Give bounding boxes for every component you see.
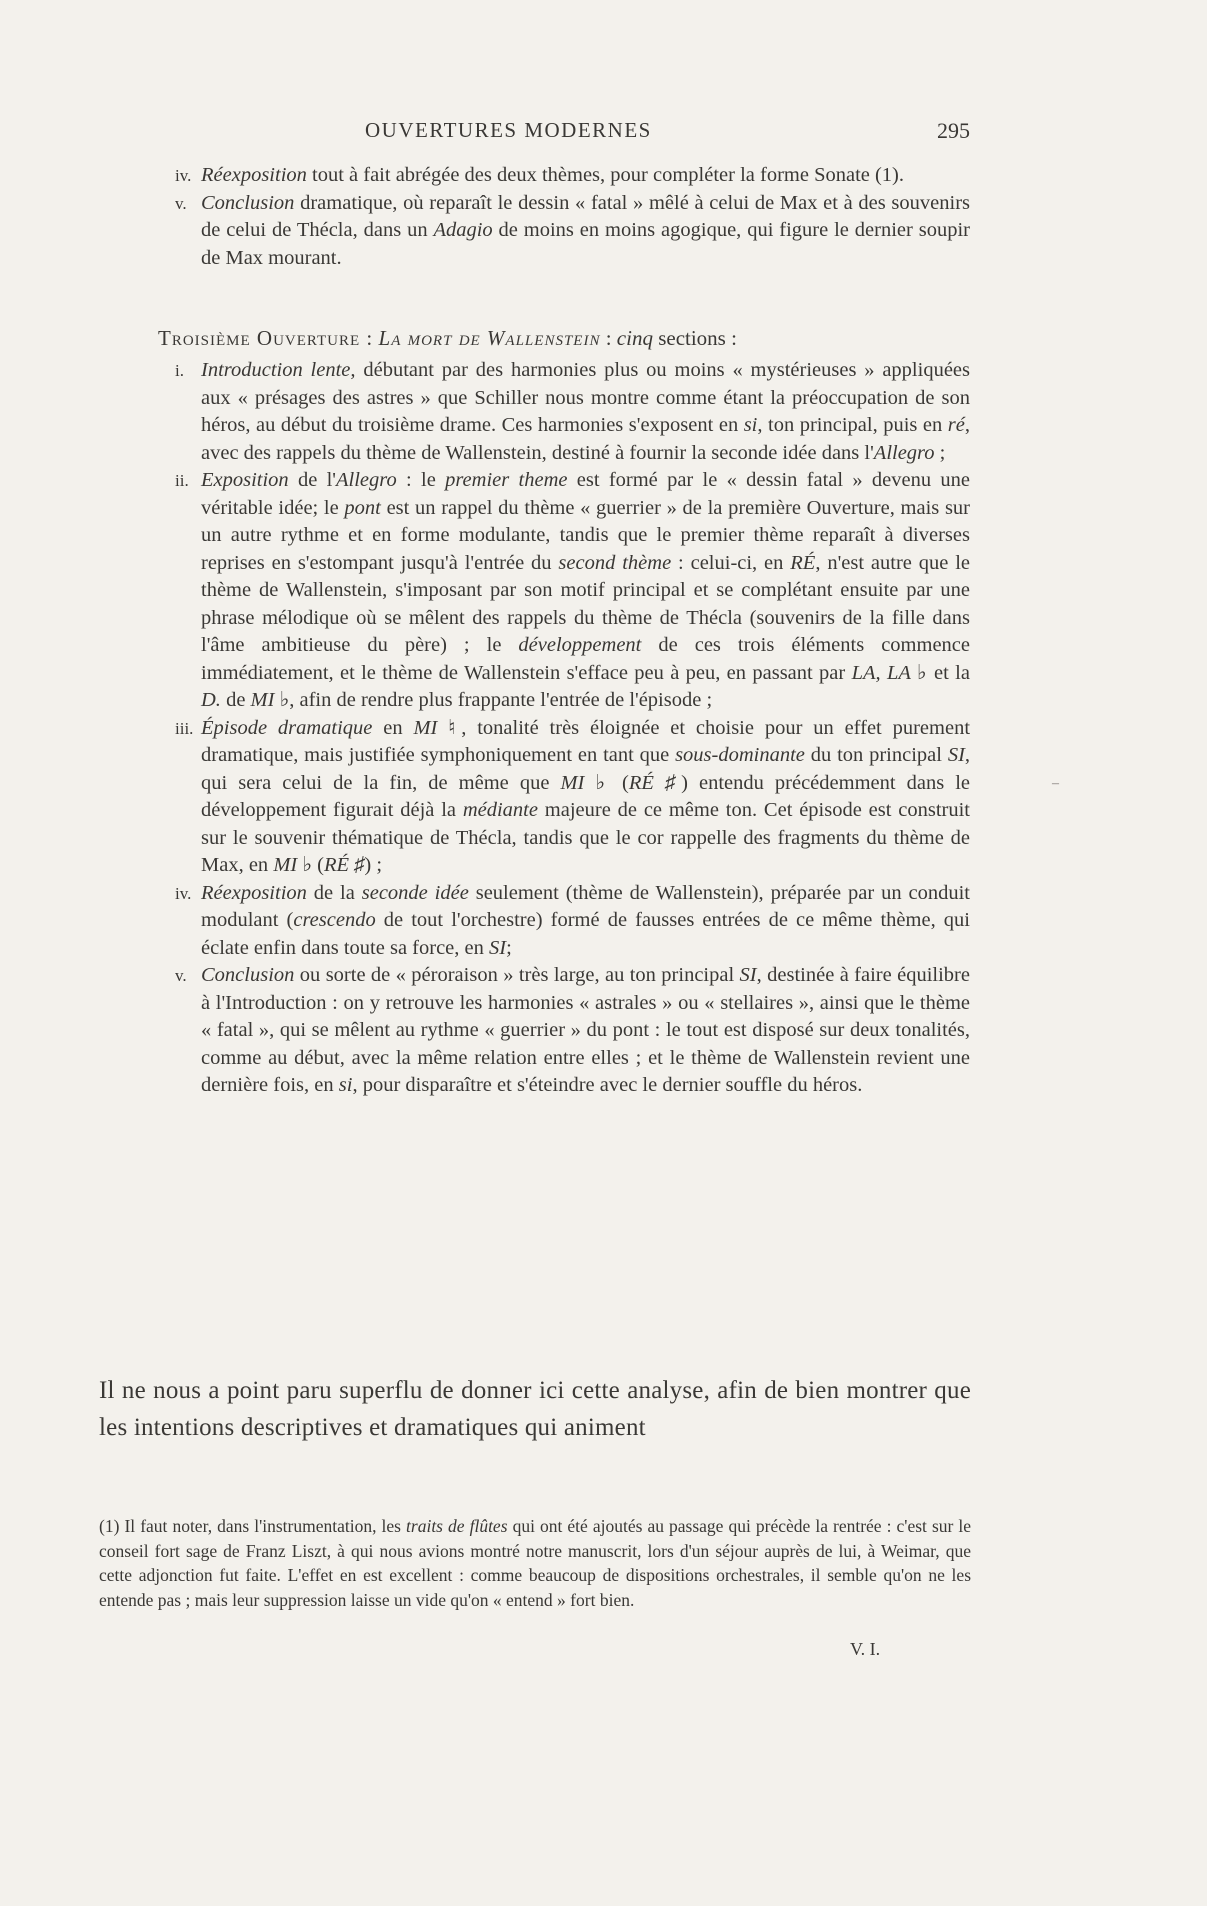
item-text: de moins en moins agogique, qui figure le dernier soupir de Max mourant. xyxy=(201,219,970,269)
heading-label: Troisième Ouverture : xyxy=(158,326,374,350)
section-heading xyxy=(158,324,973,352)
heading-count: cinq xyxy=(616,326,653,350)
key-name: premier theme xyxy=(445,469,568,491)
item-text: , tonalité très éloignée et choisie pour un effet purement dramatique, mais justifiée symphoniquement en tant que xyxy=(201,716,971,766)
item-text: de tout l'orchestre) formé de fausses entrées de ce même thème, qui éclate enfin dans toute sa force, en xyxy=(201,909,970,959)
item-text: , avec des rappels du thème de Wallenstein, destiné à fournir la seconde idée dans l' xyxy=(201,414,970,464)
item-text: , n'est autre que le thème de Wallenstein, s'imposant par son motif principal et se complétant ensuite par une phrase mélodique où se mêlent des rappels du thème de Thécla (souvenirs de la fille dans l'âme ambitieuse du père) ; le xyxy=(201,551,970,656)
key-name: D. xyxy=(201,689,221,711)
key-name: pont xyxy=(344,496,381,519)
key-name: MI ♭ xyxy=(250,689,290,711)
item-text: ; xyxy=(506,936,512,959)
key-name: SI xyxy=(739,964,757,986)
list-item xyxy=(155,962,970,1100)
page-header xyxy=(160,118,970,152)
key-name: si xyxy=(338,1074,353,1096)
item-text: seulement (thème de Wallenstein), préparée par un conduit modulant ( xyxy=(201,881,970,931)
item-text: débutant par des harmonies plus ou moins « mystérieuses » appliquées aux « présages des astres » que Schiller nous montre comme étant la préoccupation de son héros, au début du troisième drame. Ces harmonies s'exposent en xyxy=(201,359,970,436)
list-item xyxy=(155,357,970,467)
key-name: médiante xyxy=(462,799,538,821)
heading-tail: sections : xyxy=(652,326,737,350)
key-name: développement xyxy=(518,634,642,656)
item-term: Exposition xyxy=(201,469,289,491)
item-text: de la xyxy=(306,881,362,904)
item-text: dramatique, où reparaît le dessin « fatal » mêlé à celui de Max et à des souvenirs de celui de Thécla, dans un xyxy=(201,191,970,241)
item-text: , afin de rendre plus frappante l'entrée de l'épisode ; xyxy=(289,689,713,711)
item-text: , ton principal, puis en xyxy=(757,414,948,436)
list-item xyxy=(155,190,970,273)
item-term: Réexposition xyxy=(201,164,307,186)
item-text: , destinée à faire équilibre à l'Introduction : on y retrouve les harmonies « astrales » ou « stellaires », ainsi que le thème « fatal », qui se mêlent au rythme « guerrier » du pont : le tout est disposé sur deux tonalités, comme au début, avec la même relation entre elles ; et le thème de Wallenstein revient une dernière fois, en xyxy=(201,964,970,1096)
footnote-text: qui ont été ajoutés au passage qui précède la rentrée : c'est sur le conseil fort sage de Franz Liszt, à qui nous avions montré notre manuscrit, lors d'un séjour auprès de lui, à Weimar, que cette adjonction fut faite. L'effet en est excellent : comme beaucoup de dispositions orchestrales, il semble qu'on ne les entende pas ; mais leur suppression laisse un vide qu'on « entend » fort bien. xyxy=(99,1516,972,1610)
footnote-signature: V. I. xyxy=(850,1639,881,1659)
item-text: de ces trois éléments commence immédiatement, et le thème de Wallenstein s'efface peu à peu, en passant par xyxy=(201,634,970,684)
item-text: est un rappel du thème « guerrier » de la première Ouverture, mais sur un autre rythme et en forme modulante, tandis que le premier thème reparaît à diverses reprises en s'estompant jusqu'à l'entrée du xyxy=(201,496,971,574)
key-name: seconde idée xyxy=(361,881,469,904)
item-text: de l' xyxy=(288,469,336,491)
item-number: iv. xyxy=(175,166,192,185)
page-number: 295 xyxy=(937,118,970,143)
item-text: , pour disparaître et s'éteindre avec le dernier souffle du héros. xyxy=(352,1074,863,1096)
item-text: et la xyxy=(927,661,970,684)
key-name: MI ♭ xyxy=(273,854,313,876)
list-item xyxy=(155,880,970,963)
list-item xyxy=(155,162,970,190)
key-name: crescendo xyxy=(293,909,376,931)
heading-title: La mort de Wallenstein xyxy=(378,326,601,350)
third-overture-list xyxy=(155,357,970,1100)
key-name: MI ♭ xyxy=(560,771,611,794)
item-term: Adagio xyxy=(433,219,493,241)
item-text: tout à fait abrégée des deux thèmes, pour compléter la forme Sonate (1). xyxy=(306,164,905,186)
key-name: SI xyxy=(489,936,507,959)
item-text: de xyxy=(220,689,251,711)
key-name: Allegro xyxy=(873,441,935,464)
running-title: OUVERTURES MODERNES xyxy=(365,118,652,142)
key-name: LA, LA ♭ xyxy=(851,661,928,684)
item-text: du ton principal xyxy=(804,744,948,766)
key-name: RÉ ♯ xyxy=(323,854,365,876)
key-name: SI xyxy=(947,744,965,766)
item-number: ii. xyxy=(175,471,189,490)
second-overture-tail xyxy=(155,162,970,272)
item-term: Conclusion xyxy=(201,191,295,214)
item-text: ) entendu précédemment dans le développement figurait déjà la xyxy=(201,771,971,821)
item-text: est formé par le « dessin fatal » devenu une véritable idée; le xyxy=(201,469,970,519)
item-term: Conclusion xyxy=(201,964,295,986)
key-name: RÉ xyxy=(790,551,816,574)
key-name: sous-dominante xyxy=(675,744,805,766)
item-text: en xyxy=(372,716,414,739)
item-text: ; xyxy=(934,441,946,464)
item-term: Réexposition xyxy=(201,881,307,904)
footnote xyxy=(99,1514,971,1612)
item-text: , qui sera celui de la fin, de même que xyxy=(201,744,971,794)
item-number: i. xyxy=(175,361,184,380)
item-text: ) ; xyxy=(364,854,383,876)
key-name: second thème xyxy=(558,551,672,574)
item-text: : celui-ci, en xyxy=(671,551,791,574)
key-name: si xyxy=(743,414,758,436)
key-name: Allegro xyxy=(336,469,397,491)
item-term: Introduction lente, xyxy=(201,359,356,381)
item-number: iv. xyxy=(175,883,192,903)
list-item xyxy=(155,467,970,715)
item-text: : le xyxy=(396,469,446,491)
item-number: v. xyxy=(175,966,187,985)
closing-paragraph: Il ne nous a point paru superflu de donner ici cette analyse, afin de bien montrer que les intentions descriptives et dramatiques qui animent xyxy=(99,1377,971,1441)
item-number: iii. xyxy=(175,718,194,738)
item-text: majeure de ce même ton. Cet épisode est construit sur le souvenir thématique de Thécla, tandis que le cor rappelle des fragments du thème de Max, en xyxy=(201,799,970,876)
item-text: ou sorte de « péroraison » très large, au ton principal xyxy=(294,964,740,986)
item-text: ( xyxy=(610,771,629,794)
item-number: v. xyxy=(175,193,187,213)
footnote-text: (1) Il faut noter, dans l'instrumentation, les xyxy=(99,1516,407,1536)
margin-mark: – xyxy=(1052,776,1059,791)
key-name: ré xyxy=(947,414,965,436)
key-name: RÉ ♯ xyxy=(628,771,682,794)
item-term: Épisode dramatique xyxy=(201,716,373,739)
heading-separator: : xyxy=(600,326,617,350)
list-item xyxy=(155,715,970,880)
item-text: ( xyxy=(312,854,324,876)
footnote-term: traits de flûtes xyxy=(406,1516,508,1536)
key-name: MI ♮ xyxy=(413,716,462,739)
